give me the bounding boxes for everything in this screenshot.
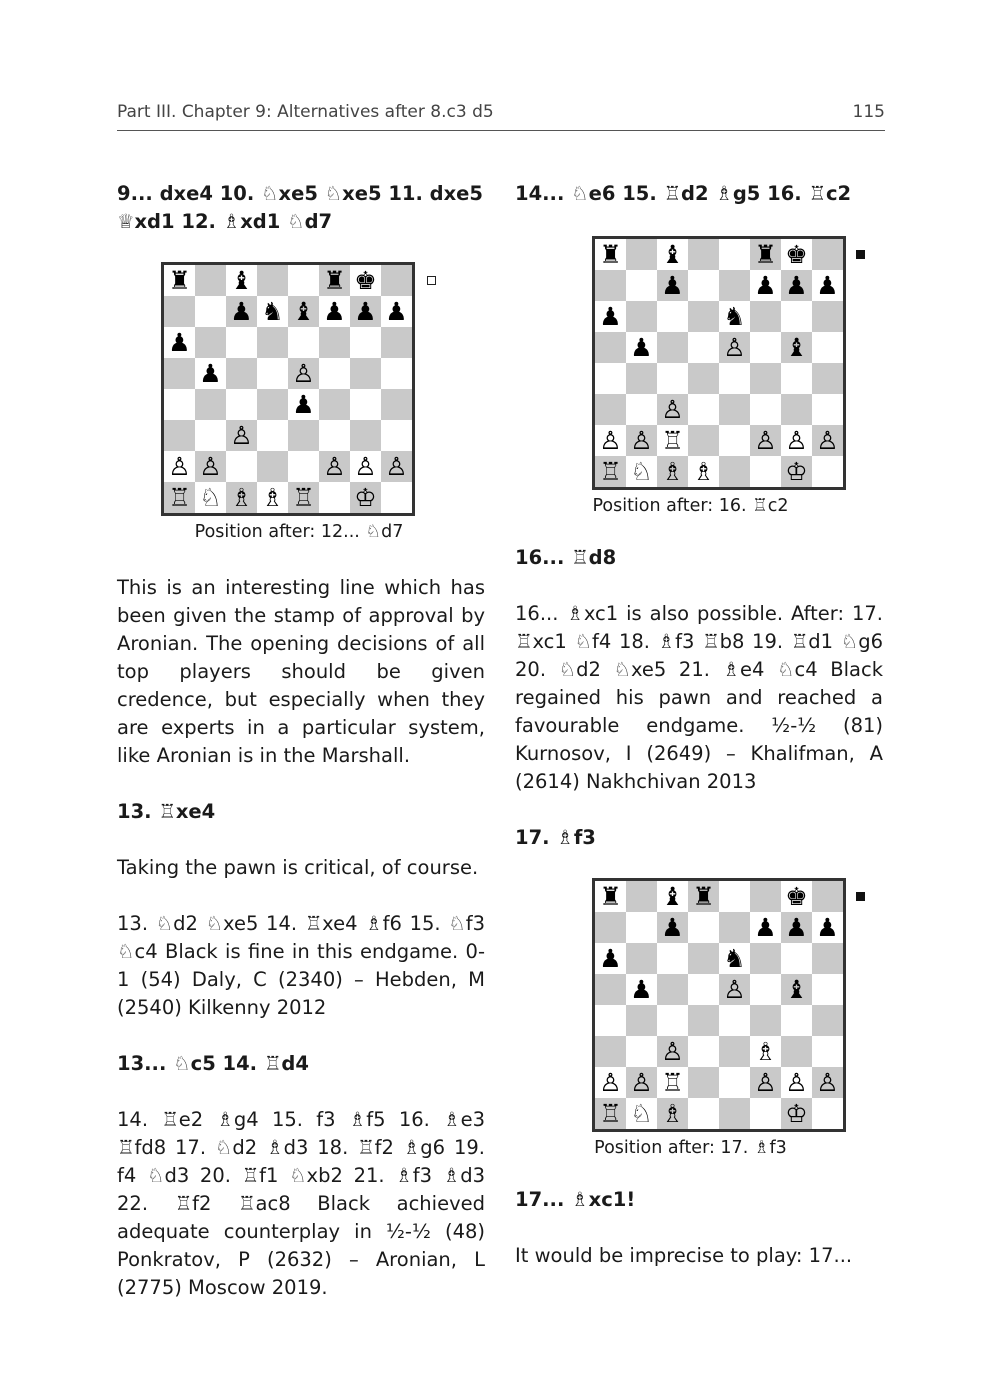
board-square — [626, 1005, 657, 1036]
board-square — [257, 265, 288, 296]
white-pawn-icon: ♙ — [661, 395, 684, 424]
board-square — [688, 1005, 719, 1036]
move-line: 13. ♖xe4 — [117, 800, 216, 823]
board-square — [719, 394, 750, 425]
board-square — [381, 389, 412, 420]
board-square — [750, 456, 781, 487]
black-pawn-icon: ♟ — [785, 913, 808, 942]
board-square — [750, 301, 781, 332]
black-pawn-icon: ♟ — [354, 297, 377, 326]
move-line: 17... ♗xc1! — [515, 1188, 636, 1211]
white-rook-icon: ♖ — [661, 1068, 684, 1097]
board-square — [719, 1036, 750, 1067]
white-pawn-icon: ♙ — [723, 975, 746, 1004]
board-square — [626, 943, 657, 974]
black-rook-icon: ♜ — [323, 266, 346, 295]
board-square — [812, 239, 843, 270]
white-pawn-icon: ♙ — [785, 426, 808, 455]
board-square — [719, 1067, 750, 1098]
white-rook-icon: ♖ — [599, 457, 622, 486]
board-square — [195, 265, 226, 296]
board-square — [750, 1005, 781, 1036]
board-square — [688, 363, 719, 394]
board-square — [350, 420, 381, 451]
board-square — [812, 1098, 843, 1129]
move-line: 14... ♘e6 15. ♖d2 ♗g5 16. ♖c2 — [515, 182, 852, 205]
board-square — [288, 265, 319, 296]
board-square — [319, 389, 350, 420]
board-square — [195, 420, 226, 451]
move-line: 9... dxe4 10. ♘xe5 ♘xe5 11. dxe5 ♕xd1 12. ♗xd1 ♘d7 — [117, 182, 483, 233]
board-square — [812, 363, 843, 394]
board-square — [688, 394, 719, 425]
black-pawn-icon: ♟ — [199, 359, 222, 388]
board-square — [657, 943, 688, 974]
diagram-caption: Position after: 17. ♗f3 — [594, 1138, 787, 1158]
left-column — [117, 180, 485, 1302]
chess-diagram — [549, 236, 849, 518]
board-square — [626, 301, 657, 332]
board-square — [226, 451, 257, 482]
board-square — [719, 363, 750, 394]
black-bishop-icon: ♝ — [230, 266, 253, 295]
black-bishop-icon: ♝ — [785, 333, 808, 362]
white-pawn-icon: ♙ — [723, 333, 746, 362]
board-square — [657, 1005, 688, 1036]
board-square — [350, 358, 381, 389]
board-square — [381, 482, 412, 513]
white-king-icon: ♔ — [785, 457, 808, 486]
white-pawn-icon: ♙ — [754, 426, 777, 455]
board-square — [350, 389, 381, 420]
white-pawn-icon: ♙ — [168, 452, 191, 481]
black-pawn-icon: ♟ — [385, 297, 408, 326]
white-pawn-icon: ♙ — [230, 421, 253, 450]
white-rook-icon: ♖ — [661, 426, 684, 455]
board-square — [812, 394, 843, 425]
chess-board — [592, 878, 846, 1132]
chess-board — [161, 262, 415, 516]
board-square — [750, 394, 781, 425]
board-square — [688, 425, 719, 456]
black-pawn-icon: ♟ — [754, 271, 777, 300]
black-rook-icon: ♜ — [599, 882, 622, 911]
black-knight-icon: ♞ — [261, 297, 284, 326]
white-king-icon: ♔ — [785, 1099, 808, 1128]
board-square — [195, 389, 226, 420]
board-square — [626, 363, 657, 394]
board-square — [595, 394, 626, 425]
board-square — [812, 881, 843, 912]
black-pawn-icon: ♟ — [816, 271, 839, 300]
board-square — [381, 358, 412, 389]
black-rook-icon: ♜ — [599, 240, 622, 269]
board-square — [750, 881, 781, 912]
black-to-move-marker — [856, 892, 865, 901]
white-pawn-icon: ♙ — [816, 1068, 839, 1097]
board-square — [688, 1098, 719, 1129]
board-square — [381, 265, 412, 296]
board-square — [350, 327, 381, 358]
white-pawn-icon: ♙ — [323, 452, 346, 481]
white-bishop-icon: ♗ — [661, 1099, 684, 1128]
board-square — [750, 1098, 781, 1129]
chess-diagram — [549, 878, 849, 1160]
chess-board — [592, 236, 846, 490]
commentary-paragraph: Taking the pawn is critical, of course. — [117, 856, 479, 879]
board-square — [164, 296, 195, 327]
black-rook-icon: ♜ — [168, 266, 191, 295]
board-square — [288, 451, 319, 482]
white-knight-icon: ♘ — [630, 457, 653, 486]
white-to-move-marker — [427, 276, 436, 285]
board-square — [688, 943, 719, 974]
black-pawn-icon: ♟ — [661, 271, 684, 300]
board-square — [812, 456, 843, 487]
white-bishop-icon: ♗ — [261, 483, 284, 512]
black-bishop-icon: ♝ — [661, 240, 684, 269]
board-square — [688, 301, 719, 332]
white-pawn-icon: ♙ — [599, 426, 622, 455]
board-square — [595, 363, 626, 394]
board-square — [719, 425, 750, 456]
white-pawn-icon: ♙ — [599, 1068, 622, 1097]
board-square — [719, 1098, 750, 1129]
board-square — [626, 394, 657, 425]
board-square — [719, 881, 750, 912]
board-square — [164, 420, 195, 451]
board-square — [719, 456, 750, 487]
board-square — [381, 420, 412, 451]
black-bishop-icon: ♝ — [785, 975, 808, 1004]
board-square — [719, 912, 750, 943]
board-square — [626, 270, 657, 301]
board-square — [319, 482, 350, 513]
board-square — [164, 358, 195, 389]
board-square — [595, 332, 626, 363]
board-square — [319, 327, 350, 358]
board-square — [812, 1036, 843, 1067]
black-bishop-icon: ♝ — [292, 297, 315, 326]
board-square — [688, 270, 719, 301]
board-square — [657, 363, 688, 394]
black-king-icon: ♚ — [354, 266, 377, 295]
black-pawn-icon: ♟ — [630, 975, 653, 1004]
board-square — [781, 1005, 812, 1036]
board-square — [719, 239, 750, 270]
running-title: Part III. Chapter 9: Alternatives after 8.c3 d5 — [117, 102, 494, 122]
board-square — [719, 270, 750, 301]
page-header — [117, 100, 885, 131]
board-square — [626, 912, 657, 943]
white-pawn-icon: ♙ — [661, 1037, 684, 1066]
white-pawn-icon: ♙ — [199, 452, 222, 481]
board-square — [750, 943, 781, 974]
white-rook-icon: ♖ — [292, 483, 315, 512]
white-pawn-icon: ♙ — [785, 1068, 808, 1097]
diagram-caption: Position after: 12... ♘d7 — [194, 522, 404, 542]
white-pawn-icon: ♙ — [816, 426, 839, 455]
board-square — [626, 1036, 657, 1067]
white-pawn-icon: ♙ — [385, 452, 408, 481]
black-pawn-icon: ♟ — [230, 297, 253, 326]
black-bishop-icon: ♝ — [661, 882, 684, 911]
board-square — [257, 389, 288, 420]
white-pawn-icon: ♙ — [354, 452, 377, 481]
white-bishop-icon: ♗ — [230, 483, 253, 512]
board-square — [750, 974, 781, 1005]
black-knight-icon: ♞ — [723, 302, 746, 331]
board-square — [226, 358, 257, 389]
board-square — [781, 943, 812, 974]
board-square — [781, 394, 812, 425]
white-pawn-icon: ♙ — [630, 1068, 653, 1097]
black-king-icon: ♚ — [785, 240, 808, 269]
black-pawn-icon: ♟ — [599, 302, 622, 331]
board-square — [288, 327, 319, 358]
black-pawn-icon: ♟ — [630, 333, 653, 362]
right-column — [515, 180, 883, 1270]
white-bishop-icon: ♗ — [754, 1037, 777, 1066]
black-rook-icon: ♜ — [692, 882, 715, 911]
board-square — [381, 327, 412, 358]
white-bishop-icon: ♗ — [661, 457, 684, 486]
board-square — [688, 1067, 719, 1098]
white-pawn-icon: ♙ — [292, 359, 315, 388]
board-square — [195, 296, 226, 327]
board-square — [688, 239, 719, 270]
white-rook-icon: ♖ — [168, 483, 191, 512]
black-pawn-icon: ♟ — [661, 913, 684, 942]
board-square — [812, 301, 843, 332]
board-square — [595, 1036, 626, 1067]
black-rook-icon: ♜ — [754, 240, 777, 269]
variation-paragraph: 14. ♖e2 ♗g4 15. f3 ♗f5 16. ♗e3 ♖fd8 17. ♘d2 ♗d3 18. ♖f2 ♗g6 19. f4 ♘d3 20. ♖f1 ♘xb2 21. ♗f3 ♗d3 22. ♖f2 ♖ac8 Black achieved adequate counterplay in ½-½ (48) Ponkratov, P (2632) – Aronian, L (2775) Moscow 2019. — [117, 1108, 485, 1299]
board-square — [257, 358, 288, 389]
board-square — [657, 301, 688, 332]
board-square — [688, 332, 719, 363]
board-square — [226, 389, 257, 420]
black-pawn-icon: ♟ — [785, 271, 808, 300]
board-square — [657, 332, 688, 363]
move-line: 17. ♗f3 — [515, 826, 596, 849]
black-pawn-icon: ♟ — [292, 390, 315, 419]
board-square — [750, 363, 781, 394]
black-pawn-icon: ♟ — [323, 297, 346, 326]
board-square — [812, 974, 843, 1005]
diagram-caption: Position after: 16. ♖c2 — [592, 496, 789, 516]
board-square — [781, 363, 812, 394]
white-knight-icon: ♘ — [199, 483, 222, 512]
black-pawn-icon: ♟ — [754, 913, 777, 942]
board-square — [164, 389, 195, 420]
black-pawn-icon: ♟ — [168, 328, 191, 357]
board-square — [257, 451, 288, 482]
board-square — [812, 332, 843, 363]
white-pawn-icon: ♙ — [754, 1068, 777, 1097]
white-king-icon: ♔ — [354, 483, 377, 512]
board-square — [626, 239, 657, 270]
board-square — [657, 974, 688, 1005]
board-square — [812, 1005, 843, 1036]
board-square — [781, 1036, 812, 1067]
board-square — [688, 974, 719, 1005]
board-square — [257, 420, 288, 451]
white-rook-icon: ♖ — [599, 1099, 622, 1128]
board-square — [688, 1036, 719, 1067]
variation-paragraph: 16... ♗xc1 is also possible. After: 17. ♖xc1 ♘f4 18. ♗f3 ♖b8 19. ♖d1 ♘g6 20. ♘d2 ♘xe5 21. ♗e4 ♘c4 Black regained his pawn and reached a favourable endgame. ½-½ (81) Kurnosov, I (2649) – Khalifman, A (2614) Nakhchivan 2013 — [515, 602, 883, 793]
board-square — [812, 943, 843, 974]
black-king-icon: ♚ — [785, 882, 808, 911]
black-to-move-marker — [856, 250, 865, 259]
black-pawn-icon: ♟ — [816, 913, 839, 942]
white-knight-icon: ♘ — [630, 1099, 653, 1128]
board-square — [257, 327, 288, 358]
page-number: 115 — [852, 102, 885, 122]
board-square — [595, 974, 626, 1005]
board-square — [595, 912, 626, 943]
board-square — [226, 327, 257, 358]
white-bishop-icon: ♗ — [692, 457, 715, 486]
commentary-paragraph: This is an interesting line which has been given the stamp of approval by Aronian. The opening decisions of all top players should be given credence, but especially when they are experts in a particular system, like Aronian is in the Marshall. — [117, 576, 485, 767]
board-square — [781, 301, 812, 332]
black-pawn-icon: ♟ — [599, 944, 622, 973]
chess-diagram — [168, 262, 431, 544]
board-square — [719, 1005, 750, 1036]
board-square — [595, 270, 626, 301]
board-square — [319, 420, 350, 451]
black-knight-icon: ♞ — [723, 944, 746, 973]
variation-paragraph: 13. ♘d2 ♘xe5 14. ♖xe4 ♗f6 15. ♘f3 ♘c4 Black is fine in this endgame. 0-1 (54) Daly, C (2340) – Hebden, M (2540) Kilkenny 2012 — [117, 912, 485, 1019]
white-pawn-icon: ♙ — [630, 426, 653, 455]
board-square — [319, 358, 350, 389]
board-square — [750, 332, 781, 363]
board-square — [288, 420, 319, 451]
board-square — [688, 912, 719, 943]
board-square — [595, 1005, 626, 1036]
move-line: 16... ♖d8 — [515, 546, 617, 569]
board-square — [626, 881, 657, 912]
move-line: 13... ♘c5 14. ♖d4 — [117, 1052, 309, 1075]
board-square — [195, 327, 226, 358]
commentary-paragraph: It would be imprecise to play: 17... — [515, 1244, 853, 1267]
